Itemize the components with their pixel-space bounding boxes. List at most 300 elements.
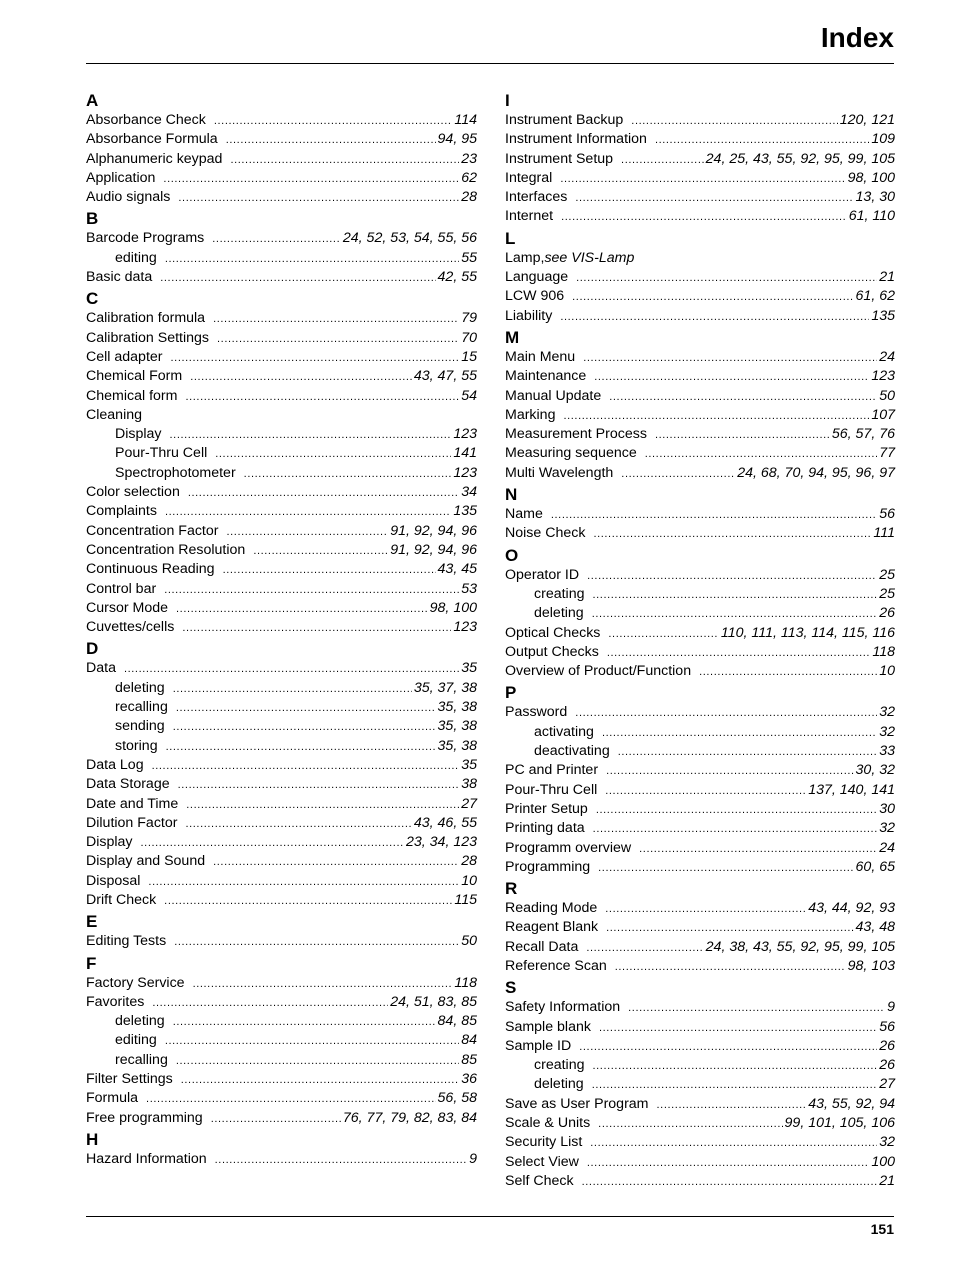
dot-leader	[163, 170, 459, 189]
index-entry	[505, 800, 895, 819]
entry-term: Free programming	[86, 1109, 203, 1126]
entry-page-numbers: 123	[871, 368, 895, 385]
entry-term: Operator ID	[505, 566, 580, 583]
dot-leader	[190, 368, 412, 387]
index-subentry	[86, 679, 477, 698]
index-entry	[505, 249, 895, 268]
entry-page-numbers: 35, 37, 38	[413, 679, 477, 696]
index-subentry	[86, 1012, 477, 1031]
entry-term: Control bar	[86, 580, 157, 597]
dot-leader	[253, 542, 388, 561]
index-entry	[86, 560, 477, 579]
entry-term: Safety Information	[505, 999, 621, 1016]
dot-leader	[594, 368, 869, 387]
entry-term: Application	[86, 169, 156, 186]
entry-page-numbers: 34	[461, 484, 477, 501]
entry-term: Output Checks	[505, 643, 599, 660]
entry-term: Continuous Reading	[86, 561, 215, 578]
index-entry	[86, 502, 477, 521]
entry-term: Password	[505, 704, 568, 721]
entry-page-numbers: 21	[879, 1172, 895, 1189]
index-entry	[86, 130, 477, 149]
entry-page-numbers: 43, 48	[855, 919, 895, 936]
entry-page-numbers: 35, 38	[437, 737, 477, 754]
entry-term: Data Log	[86, 756, 144, 773]
dot-leader	[628, 999, 885, 1018]
entry-see-reference: see VIS-Lamp	[544, 249, 635, 266]
dot-leader	[605, 782, 806, 801]
entry-page-numbers: 43, 45	[437, 561, 477, 578]
entry-page-numbers: 111	[873, 525, 895, 542]
entry-term: LCW 906	[505, 288, 565, 305]
index-entry	[86, 659, 477, 678]
dot-leader	[655, 131, 869, 150]
dot-leader	[176, 600, 428, 619]
dot-leader	[608, 625, 719, 644]
section-letter: C	[86, 289, 99, 309]
entry-page-numbers: 62	[461, 169, 477, 186]
index-entry	[86, 993, 477, 1012]
entry-term: Name	[505, 506, 543, 523]
entry-term: Internet	[505, 208, 554, 225]
entry-page-numbers: 32	[879, 1134, 895, 1151]
index-entry	[505, 1172, 895, 1191]
entry-term: Display	[86, 834, 133, 851]
index-column-right	[505, 89, 895, 1191]
entry-term: Basic data	[86, 269, 153, 286]
index-subentry	[505, 1075, 895, 1094]
dot-leader	[579, 1038, 877, 1057]
dot-leader	[193, 975, 453, 994]
dot-leader	[226, 131, 436, 150]
index-subentry	[505, 1056, 895, 1075]
dot-leader	[551, 506, 877, 525]
entry-page-numbers: 60, 65	[855, 858, 895, 875]
entry-term: Language	[505, 269, 569, 286]
dot-leader	[165, 1032, 459, 1051]
entry-page-numbers: 123	[453, 619, 477, 636]
entry-page-numbers: 107	[871, 406, 895, 423]
entry-page-numbers: 10	[879, 663, 895, 680]
dot-leader	[165, 250, 459, 269]
index-entry	[505, 918, 895, 937]
entry-term: Reagent Blank	[505, 919, 599, 936]
index-entry	[86, 348, 477, 367]
index-subentry	[505, 723, 895, 742]
entry-page-numbers: 118	[454, 974, 477, 991]
entry-term: Scale & Units	[505, 1115, 591, 1132]
entry-term: Concentration Resolution	[86, 541, 246, 558]
index-entry	[505, 703, 895, 722]
entry-term: Cuvettes/cells	[86, 619, 175, 636]
index-subentry	[86, 464, 477, 483]
dot-leader	[215, 445, 451, 464]
entry-term: Marking	[505, 406, 556, 423]
entry-page-numbers: 24, 68, 70, 94, 95, 96, 97	[737, 464, 895, 481]
index-entry	[86, 406, 477, 425]
index-entry	[86, 872, 477, 891]
dot-leader	[593, 525, 871, 544]
index-entry	[86, 756, 477, 775]
entry-page-numbers: 38	[461, 776, 477, 793]
entry-page-numbers: 91, 92, 94, 96	[390, 522, 477, 539]
index-entry	[505, 938, 895, 957]
index-entry	[86, 483, 477, 502]
dot-leader	[592, 586, 877, 605]
entry-page-numbers: 70	[461, 329, 477, 346]
index-entry	[86, 599, 477, 618]
entry-term: editing	[115, 249, 157, 266]
entry-page-numbers: 109	[871, 131, 895, 148]
entry-page-numbers: 55	[461, 249, 477, 266]
entry-page-numbers: 35	[461, 756, 477, 773]
index-entry	[505, 781, 895, 800]
index-entry	[505, 111, 895, 130]
index-entry	[505, 899, 895, 918]
entry-term: Pour-Thru Cell	[115, 445, 208, 462]
index-entry	[86, 775, 477, 794]
dot-leader	[592, 605, 878, 624]
dot-leader	[146, 1090, 436, 1109]
entry-term: Cursor Mode	[86, 599, 169, 616]
entry-page-numbers: 110, 111, 113, 114, 115, 116	[720, 624, 895, 641]
entry-page-numbers: 27	[461, 795, 477, 812]
dot-leader	[599, 1019, 877, 1038]
footer-rule	[86, 1216, 894, 1217]
index-entry	[505, 1037, 895, 1056]
dot-leader	[215, 1151, 467, 1170]
entry-term: Pour-Thru Cell	[505, 781, 598, 798]
entry-term: recalling	[115, 699, 168, 716]
index-entry	[86, 833, 477, 852]
section-letter: O	[505, 545, 519, 565]
index-entry	[86, 580, 477, 599]
index-entry	[86, 795, 477, 814]
index-entry	[86, 387, 477, 406]
entry-term: Dilution Factor	[86, 814, 178, 831]
index-entry	[86, 1109, 477, 1128]
entry-term: Self Check	[505, 1172, 574, 1189]
index-entry	[505, 268, 895, 287]
entry-page-numbers: 120, 121	[839, 112, 895, 128]
index-entry	[505, 957, 895, 976]
section-letter: H	[86, 1129, 99, 1149]
index-column-left	[86, 89, 477, 1169]
entry-page-numbers: 84, 85	[437, 1013, 477, 1030]
dot-leader	[244, 465, 452, 484]
entry-page-numbers: 77	[879, 445, 895, 462]
entry-term: Concentration Factor	[86, 522, 219, 539]
entry-page-numbers: 85	[461, 1051, 477, 1068]
entry-page-numbers: 24, 52, 53, 54, 55, 56	[342, 230, 477, 247]
entry-page-numbers: 30, 32	[855, 762, 895, 779]
index-entry	[505, 1114, 895, 1133]
entry-term: Printer Setup	[505, 800, 588, 817]
index-entry	[86, 852, 477, 871]
entry-term: Audio signals	[86, 189, 171, 206]
entry-page-numbers: 42, 55	[437, 269, 477, 286]
entry-term: Measurement Process	[505, 426, 647, 443]
entry-page-numbers: 53	[461, 580, 477, 597]
dot-leader	[178, 189, 459, 208]
entry-term: Noise Check	[505, 525, 586, 542]
entry-term: Recall Data	[505, 938, 579, 955]
entry-term: Calibration Settings	[86, 329, 210, 346]
entry-page-numbers: 123	[453, 426, 477, 443]
entry-page-numbers: 26	[879, 1037, 895, 1054]
entry-term: Display and Sound	[86, 853, 206, 870]
dot-leader	[170, 426, 452, 445]
entry-term: creating	[534, 585, 585, 602]
entry-page-numbers: 76, 77, 79, 82, 83, 84	[342, 1109, 477, 1126]
dot-leader	[592, 1057, 877, 1076]
entry-term: Chemical form	[86, 387, 178, 404]
dot-leader	[217, 330, 459, 349]
dot-leader	[173, 718, 436, 737]
dot-leader	[615, 958, 846, 977]
entry-term: Cleaning	[86, 406, 143, 423]
entry-term: Measuring sequence	[505, 445, 637, 462]
dot-leader	[605, 900, 806, 919]
entry-term: deleting	[534, 1076, 584, 1093]
entry-page-numbers: 137, 140, 141	[808, 781, 895, 798]
entry-page-numbers: 141	[453, 445, 477, 462]
entry-page-numbers: 24	[879, 348, 895, 365]
entry-page-numbers: 61, 62	[855, 288, 895, 305]
entry-term: Formula	[86, 1090, 139, 1107]
index-entry	[86, 309, 477, 328]
section-letter: L	[505, 228, 516, 248]
entry-page-numbers: 15	[461, 348, 477, 365]
dot-leader	[609, 388, 877, 407]
dot-leader	[560, 308, 869, 327]
entry-term: Programming	[505, 858, 591, 875]
dot-leader	[178, 776, 460, 795]
index-entry	[86, 229, 477, 248]
entry-page-numbers: 24, 51, 83, 85	[390, 993, 477, 1010]
entry-page-numbers: 84	[461, 1032, 477, 1049]
entry-term: Instrument Information	[505, 131, 647, 148]
entry-term: Printing data	[505, 820, 585, 837]
entry-page-numbers: 100	[871, 1153, 895, 1170]
entry-term: Security List	[505, 1134, 583, 1151]
index-entry	[86, 618, 477, 637]
index-entry	[505, 1153, 895, 1172]
index-entry	[505, 1018, 895, 1037]
dot-leader	[657, 1096, 807, 1115]
dot-leader	[587, 567, 877, 586]
index-entry	[505, 348, 895, 367]
index-entry	[505, 367, 895, 386]
dot-leader	[226, 523, 388, 542]
dot-leader	[223, 561, 436, 580]
section-letter: A	[86, 91, 99, 110]
dot-leader	[148, 873, 459, 892]
entry-page-numbers: 33	[879, 743, 895, 760]
entry-term: Hazard Information	[86, 1150, 207, 1167]
dot-leader	[582, 1173, 878, 1192]
index-entry	[86, 329, 477, 348]
section-letter: E	[86, 912, 98, 932]
entry-term: Lamp,	[505, 249, 545, 266]
dot-leader	[645, 445, 878, 464]
index-subentry	[86, 1031, 477, 1050]
dot-leader	[607, 644, 871, 663]
entry-page-numbers: 36	[461, 1071, 477, 1088]
index-subentry	[505, 604, 895, 623]
entry-term: creating	[534, 1057, 585, 1074]
index-entry	[505, 406, 895, 425]
index-entry	[505, 1133, 895, 1152]
dot-leader	[563, 407, 869, 426]
index-entry	[505, 150, 895, 169]
dot-leader	[185, 388, 459, 407]
entry-term: Disposal	[86, 872, 141, 889]
entry-term: storing	[115, 737, 158, 754]
dot-leader	[211, 1110, 341, 1129]
index-entry	[505, 505, 895, 524]
entry-term: editing	[115, 1032, 157, 1049]
entry-page-numbers: 135	[871, 307, 895, 324]
entry-term: Select View	[505, 1153, 579, 1170]
entry-term: Liability	[505, 307, 553, 324]
dot-leader	[575, 704, 877, 723]
dot-leader	[181, 1071, 459, 1090]
entry-page-numbers: 23	[461, 150, 477, 167]
index-entry	[505, 624, 895, 643]
entry-page-numbers: 23, 34, 123	[406, 834, 477, 851]
entry-page-numbers: 28	[461, 189, 477, 206]
index-entry	[505, 524, 895, 543]
dot-leader	[213, 853, 459, 872]
index-entry	[505, 287, 895, 306]
entry-page-numbers: 56, 57, 76	[831, 426, 895, 443]
entry-page-numbers: 123	[453, 464, 477, 481]
entry-term: Favorites	[86, 993, 145, 1010]
entry-term: Calibration formula	[86, 310, 206, 327]
dot-leader	[576, 269, 877, 288]
entry-term: Sample ID	[505, 1037, 572, 1054]
index-entry	[505, 207, 895, 226]
entry-term: Sample blank	[505, 1018, 591, 1035]
entry-page-numbers: 24, 25, 43, 55, 92, 95, 99, 105	[705, 150, 895, 167]
entry-page-numbers: 56	[879, 1018, 895, 1035]
entry-page-numbers: 9	[887, 999, 895, 1016]
entry-page-numbers: 98, 103	[847, 957, 895, 974]
index-entry	[505, 425, 895, 444]
entry-term: deactivating	[534, 743, 610, 760]
index-entry	[505, 839, 895, 858]
entry-page-numbers: 28	[461, 853, 477, 870]
entry-page-numbers: 35	[461, 660, 477, 677]
index-entry	[505, 464, 895, 483]
section-letter: P	[505, 683, 517, 703]
entry-term: Filter Settings	[86, 1071, 173, 1088]
page-title: Index	[820, 22, 894, 53]
entry-term: Barcode Programs	[86, 230, 205, 247]
index-entry	[505, 643, 895, 662]
dot-leader	[124, 660, 459, 679]
index-subentry	[505, 585, 895, 604]
entry-page-numbers: 35, 38	[437, 699, 477, 716]
dot-leader	[583, 349, 877, 368]
entry-term: Manual Update	[505, 387, 602, 404]
dot-leader	[185, 815, 411, 834]
entry-term: Instrument Backup	[505, 112, 624, 128]
dot-leader	[166, 738, 436, 757]
index-entry	[86, 814, 477, 833]
entry-term: Cell adapter	[86, 348, 163, 365]
dot-leader	[164, 892, 452, 911]
index-entry	[86, 188, 477, 207]
entry-term: recalling	[115, 1051, 168, 1068]
dot-leader	[655, 426, 830, 445]
index-entry	[505, 858, 895, 877]
dot-leader	[606, 919, 853, 938]
dot-leader	[164, 581, 459, 600]
entry-page-numbers: 43, 47, 55	[413, 368, 477, 385]
entry-page-numbers: 21	[879, 269, 895, 286]
entry-term: Reference Scan	[505, 957, 607, 974]
entry-page-numbers: 135	[453, 503, 477, 520]
entry-page-numbers: 61, 110	[848, 208, 895, 225]
entry-term: Maintenance	[505, 368, 587, 385]
entry-term: Programm overview	[505, 839, 632, 856]
index-subentry	[86, 425, 477, 444]
index-entry	[505, 998, 895, 1017]
section-letter: M	[505, 327, 520, 347]
entry-term: Editing Tests	[86, 933, 167, 950]
index-entry	[505, 444, 895, 463]
index-subentry	[86, 737, 477, 756]
entry-term: activating	[534, 723, 594, 740]
entry-term: Optical Checks	[505, 624, 601, 641]
entry-page-numbers: 79	[461, 310, 477, 327]
dot-leader	[186, 796, 459, 815]
entry-term: deleting	[534, 605, 584, 622]
entry-page-numbers: 94, 95	[437, 131, 477, 148]
index-entry	[86, 169, 477, 188]
entry-term: deleting	[115, 1013, 165, 1030]
index-entry	[86, 1070, 477, 1089]
index-entry	[86, 1150, 477, 1169]
entry-page-numbers: 98, 100	[429, 599, 477, 616]
section-letter: D	[86, 639, 99, 659]
index-entry	[86, 932, 477, 951]
dot-leader	[176, 699, 436, 718]
dot-leader	[152, 994, 388, 1013]
dot-leader	[575, 189, 853, 208]
dot-leader	[592, 1076, 878, 1095]
entry-page-numbers: 50	[461, 933, 477, 950]
section-letter: I	[505, 91, 510, 110]
dot-leader	[173, 1013, 436, 1032]
dot-leader	[631, 112, 837, 131]
index-entry	[505, 130, 895, 149]
index-entry	[86, 367, 477, 386]
dot-leader	[174, 933, 459, 952]
index-entry	[505, 387, 895, 406]
entry-term: Drift Check	[86, 891, 157, 908]
entry-page-numbers: 26	[879, 1057, 895, 1074]
entry-term: Instrument Setup	[505, 150, 614, 167]
dot-leader	[160, 269, 435, 288]
entry-term: Absorbance Check	[86, 112, 206, 128]
dot-leader	[606, 762, 853, 781]
entry-page-numbers: 99, 101, 105, 106	[784, 1115, 895, 1132]
entry-term: Interfaces	[505, 189, 568, 206]
entry-term: Display	[115, 426, 162, 443]
